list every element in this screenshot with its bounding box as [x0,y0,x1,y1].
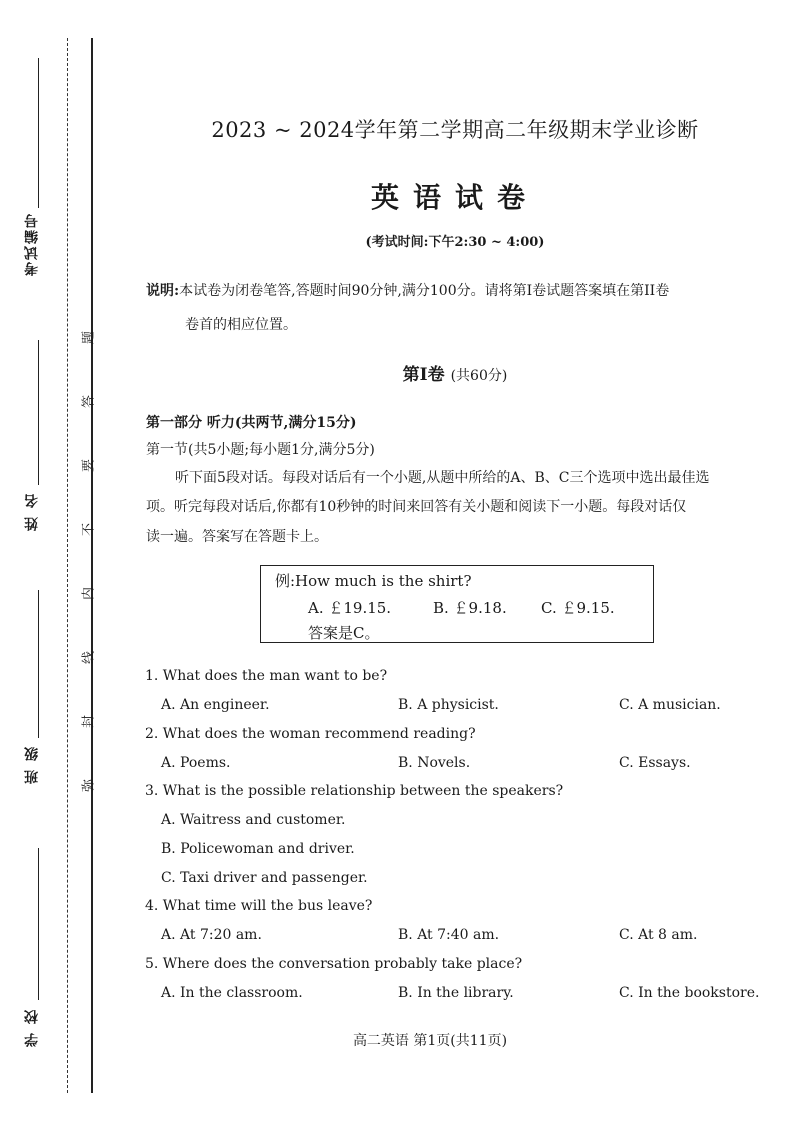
instructions-line1: 说明:本试卷为闭卷笔答,答题时间90分钟,满分100分。请将第I卷试题答案填在第II卷 [146,283,670,299]
field-label-class: 班 级 [24,745,40,784]
directions-line2: 项。听完每段对话后,你都有10秒钟的时间来回答有关小题和阅读下一小题。每段对话仅 [146,499,687,515]
option-b: B. A physicist. [398,697,499,713]
instructions-label: 说明: [146,283,180,299]
option-b: B. Policewoman and driver. [161,841,355,857]
seal-warning-char: 线 [81,651,97,665]
seal-warning-char: 题 [81,331,97,345]
seal-warning-char: 要 [81,459,97,473]
example-answer: 答案是C。 [308,624,380,642]
part1-heading: 第一部分 听力(共两节,满分15分) [146,415,357,431]
question-stem: 5. Where does the conversation probably take place? [145,956,523,972]
seal-dashed-line [67,38,68,1093]
exam-title: 2023 ~ 2024学年第二学期高二年级期末学业诊断 [211,118,699,142]
question-stem: 1. What does the man want to be? [145,668,388,684]
option-b: B. At 7:40 am. [398,927,500,943]
option-c: C. At 8 am. [619,927,698,943]
option-a: A. In the classroom. [161,985,303,1001]
school-line[interactable] [38,848,39,1000]
seal-warning-char: 弥 [81,779,97,793]
option-c: C. In the bookstore. [619,985,760,1001]
seal-warning-char: 不 [81,523,97,537]
field-label-school: 学 校 [24,1008,40,1047]
question-stem: 3. What is the possible relationship between the speakers? [145,783,564,799]
option-b: B. In the library. [398,985,514,1001]
directions-line3: 读一遍。答案写在答题卡上。 [146,529,328,545]
name-line[interactable] [38,340,39,485]
exam-time: (考试时间:下午2:30 ~ 4:00) [365,235,545,250]
field-label-exam-number: 考试编号 [24,212,40,276]
option-a: A. Poems. [161,755,231,771]
question-stem: 2. What does the woman recommend reading? [145,726,476,742]
binding-solid-line [91,38,93,1093]
seal-warning-char: 内 [81,587,97,601]
page-footer: 高二英语 第1页(共11页) [352,1033,508,1049]
option-b: B. Novels. [398,755,471,771]
option-c: C. Taxi driver and passenger. [161,870,368,886]
option-a: A. An engineer. [161,697,270,713]
example-option-c: C. ￡9.15. [541,599,615,617]
exam-number-line[interactable] [38,58,39,208]
section-heading: 第I卷 (共60分) [402,365,508,385]
directions-line1: 听下面5段对话。每段对话后有一个小题,从题中所给的A、B、C三个选项中选出最佳选 [175,470,710,486]
seal-warning-char: 封 [81,715,97,729]
part1-subheading: 第一节(共5小题;每小题1分,满分5分) [146,442,375,458]
field-label-name: 姓 名 [24,492,40,531]
question-stem: 4. What time will the bus leave? [145,898,373,914]
option-c: C. A musician. [619,697,721,713]
instructions-line2: 卷首的相应位置。 [185,317,297,333]
example-option-b: B. ￡9.18. [433,599,507,617]
example-question: 例:How much is the shirt? [275,572,472,590]
example-option-a: A. ￡19.15. [308,599,392,617]
option-a: A. At 7:20 am. [161,927,262,943]
option-a: A. Waitress and customer. [161,812,346,828]
example-box [260,565,654,643]
seal-warning-char: 答 [81,395,97,409]
class-line[interactable] [38,590,39,738]
option-c: C. Essays. [619,755,691,771]
subject-title: 英语试卷 [370,181,539,214]
